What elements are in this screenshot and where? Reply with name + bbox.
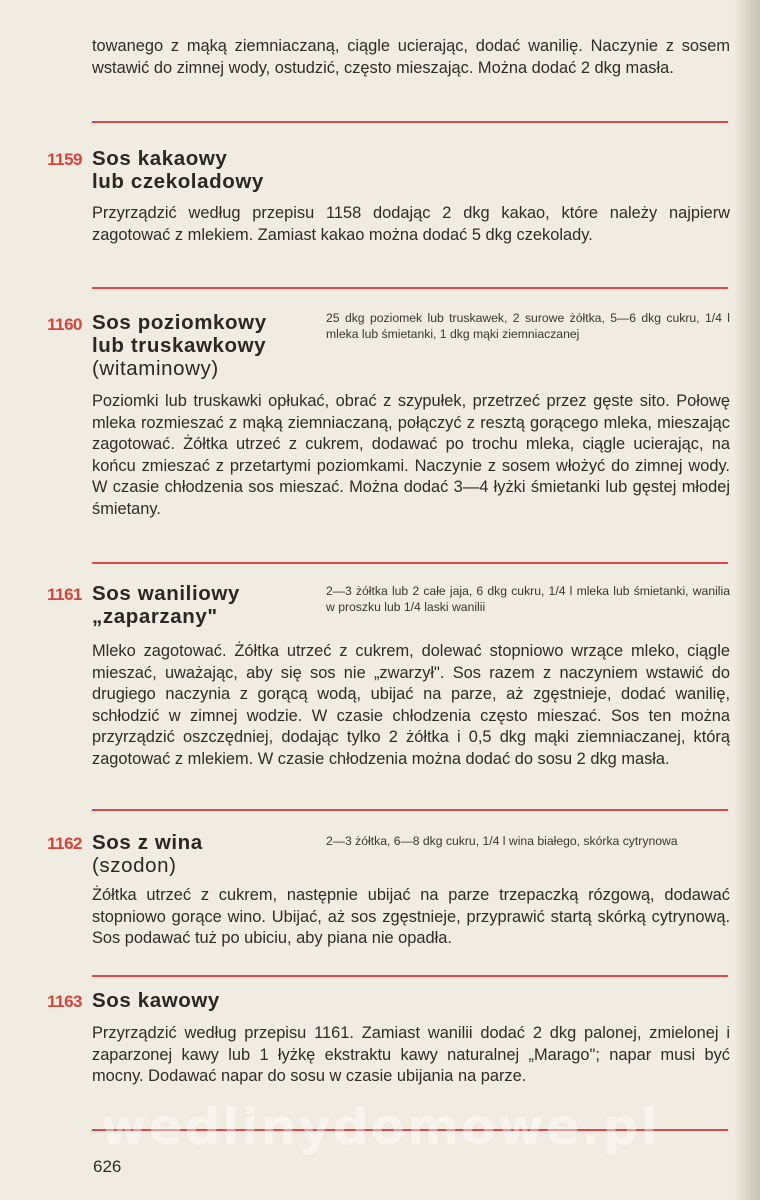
- recipe-title-line: lub czekoladowy: [92, 170, 264, 193]
- recipe-title-line: lub truskawkowy: [92, 334, 267, 357]
- section-divider: [92, 975, 728, 977]
- recipe-ingredients: 2—3 żółtka, 6—8 dkg cukru, 1/4 l wina białego, skórka cytrynowa: [326, 834, 678, 848]
- recipe-number: 1159: [47, 150, 82, 169]
- section-divider: [92, 287, 728, 289]
- recipe-title-line: Sos poziomkowy: [92, 311, 267, 334]
- recipe-title: [92, 831, 203, 877]
- recipe-instructions: Przyrządzić według przepisu 1158 dodając 2 dkg kakao, które należy najpierw zagotować z mlekiem. Zamiast kakao można dodać 5 dkg czekolady.: [92, 204, 730, 244]
- recipe-ingredients: 2—3 żółtka lub 2 całe jaja, 6 dkg cukru, 1/4 l mleka lub śmietanki, wanilia w proszku lub 1/4 laski wanilii: [326, 584, 730, 614]
- page-edge-shadow: [734, 0, 760, 1200]
- recipe-title: [92, 989, 220, 1012]
- recipe-number: 1163: [47, 992, 82, 1011]
- recipe-instructions: Żółtka utrzeć z cukrem, następnie ubijać na parze trzepaczką rózgową, dodawać stopniowo gorące wino. Ubijać, aż sos zgęstnieje, przyprawić startą skórką cytrynową. Sos podawać tuż po ubiciu, aby piana nie opadła.: [92, 886, 730, 948]
- section-divider: [92, 809, 728, 811]
- recipe-subtitle: (witaminowy): [92, 357, 219, 380]
- recipe-subtitle: (szodon): [92, 854, 177, 877]
- recipe-title-line: „zaparzany": [92, 605, 218, 628]
- recipe-instructions: Poziomki lub truskawki opłukać, obrać z szypułek, przetrzeć przez gęste sito. Połowę mleka rozmieszać z mąką ziemniaczaną, połączyć z resztą gorącego mleka, mieszając zagotować. Żółtka utrzeć z cukrem, dodawać po trochu mleka, ciągle ucierając, na końcu zmieszać z przetartymi poziomkami. Naczynie z sosem włożyć do zimnej wody. W czasie chłodzenia sos mieszać. Można dodać 3—4 łyżki śmietanki lub gęstej młodej śmietany.: [92, 392, 730, 518]
- recipe-title-line: Sos waniliowy: [92, 582, 240, 605]
- recipe-number: 1160: [47, 315, 82, 334]
- recipe-instructions: Przyrządzić według przepisu 1161. Zamiast wanilii dodać 2 dkg palonej, zmielonej i zaparzonej kawy lub 1 łyżkę ekstraktu kawy naturalnej „Marago"; napar musi być mocny. Dodawać napar do sosu w czasie ubijania na parze.: [92, 1024, 730, 1086]
- recipe-number: 1161: [47, 585, 82, 604]
- page-number: 626: [93, 1157, 122, 1176]
- recipe-title: [92, 311, 267, 380]
- recipe-ingredients: 25 dkg poziomek lub truskawek, 2 surowe żółtka, 5—6 dkg cukru, 1/4 l mleka lub śmietanki, 1 dkg mąki ziemniaczanej: [326, 311, 730, 341]
- recipe-title-line: Sos kakaowy: [92, 147, 228, 170]
- watermark: wedlinydomowe.pl: [100, 1098, 660, 1156]
- section-divider: [92, 562, 728, 564]
- recipe-instructions: Mleko zagotować. Żółtka utrzeć z cukrem, dolewać stopniowo wrzące mleko, ciągle mieszać, uważając, aby się sos nie „zwarzył". Sos razem z naczyniem wstawić do drugiego naczynia z gorącą wodą, ubijać na parze, aż zgęstnieje, dodać wanilię, schłodzić w zimnej wodzie. W czasie chłodzenia często mieszać. Sos ten można przyrządzić oszczędniej, dodając tylko 2 żółtka i 0,5 dkg mąki ziemniaczanej, którą zagotować z mlekiem. W czasie chłodzenia można dodać do sosu 2 dkg masła.: [92, 642, 730, 768]
- intro-paragraph: towanego z mąką ziemniaczaną, ciągle ucierając, dodać wanilię. Naczynie z sosem wstawić do zimnej wody, ostudzić, często mieszając. Można dodać 2 dkg masła.: [92, 37, 730, 77]
- section-divider: [92, 121, 728, 123]
- recipe-number: 1162: [47, 834, 82, 853]
- recipe-title-line: Sos z wina: [92, 831, 203, 854]
- recipe-title: [92, 147, 264, 193]
- recipe-title: [92, 582, 240, 628]
- recipe-title-line: Sos kawowy: [92, 989, 220, 1012]
